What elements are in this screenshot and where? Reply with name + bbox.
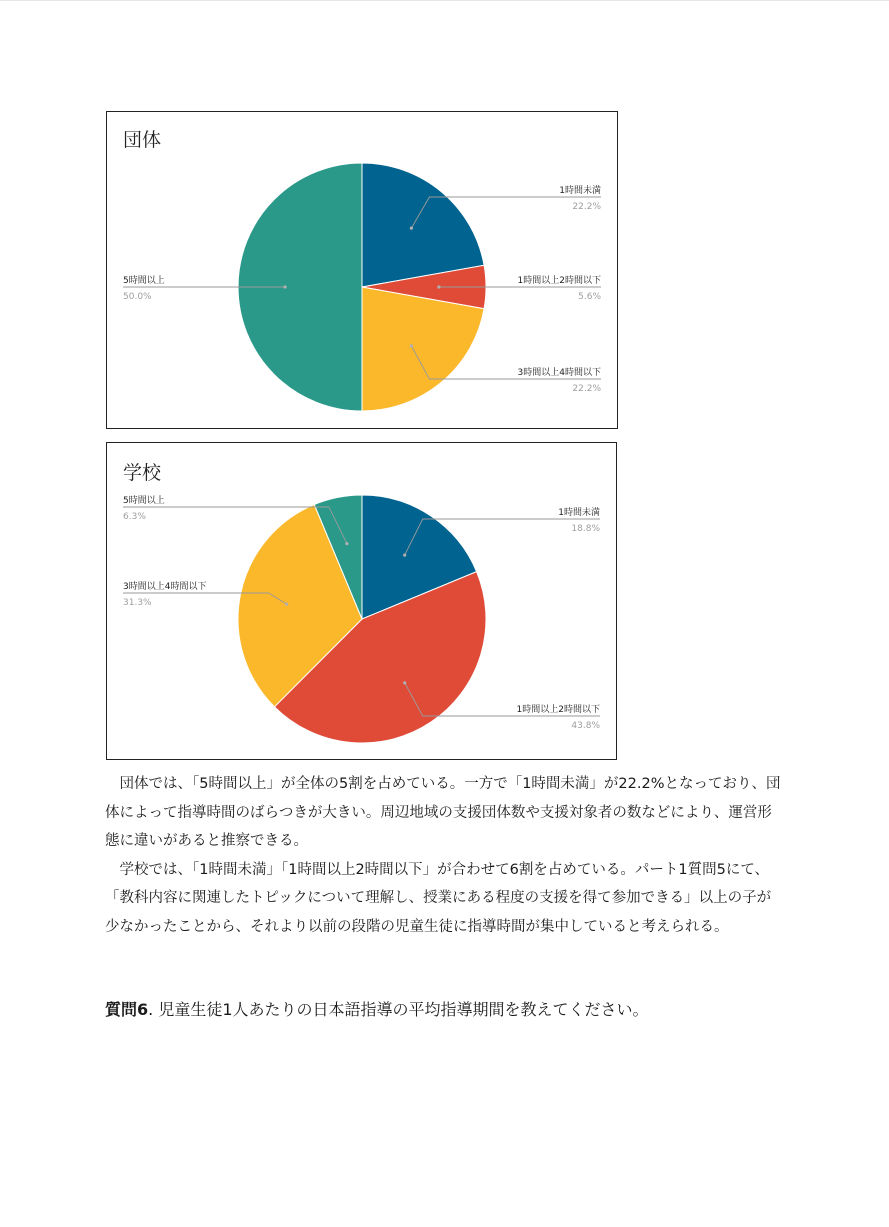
org-leader-dot-3 (284, 285, 287, 288)
school-slice-value-2: 31.3% (123, 598, 152, 608)
org-leader-dot-1 (437, 285, 440, 288)
org-slice-value-0: 22.2% (572, 202, 601, 212)
pie-chart-schools-svg (107, 443, 618, 761)
school-chart-title: 学校 (123, 462, 162, 484)
question-heading (105, 997, 805, 1023)
org-pie-slice-2 (362, 287, 484, 411)
org-slice-label-0: 1時間未満 (559, 186, 601, 196)
school-leader-dot-1 (403, 681, 406, 684)
question-number: 質問6 (105, 1000, 149, 1019)
analysis-text (105, 770, 785, 941)
pie-chart-schools (106, 442, 617, 760)
org-slice-label-2: 3時間以上4時間以下 (517, 368, 601, 378)
analysis-paragraph-schools: 学校では、「1時間未満」「1時間以上2時間以下」が合わせて6割を占めている。パート1質問5にて、「教科内容に関連したトピックについて理解し、授業にある程度の支援を得て参加できる」以上の子が少なかったことから、それより以前の段階の児童生徒に指導時間が集中していると考えられる。 (105, 861, 772, 935)
org-slice-label-1: 1時間以上2時間以下 (517, 276, 601, 286)
analysis-paragraph-organizations: 団体では、「5時間以上」が全体の5割を占めている。一方で「1時間未満」が22.2%となっており、団体によって指導時間のばらつきが大きい。周辺地域の支援団体数や支援対象者の数などにより、運営形態に違いがあると推察できる。 (105, 776, 781, 849)
school-slice-label-3: 5時間以上 (123, 496, 165, 506)
org-chart-title: 団体 (123, 129, 162, 151)
org-slice-value-1: 5.6% (578, 292, 601, 302)
school-leader-dot-0 (403, 554, 406, 557)
school-leader-dot-2 (285, 603, 288, 606)
page-top-rule (0, 0, 889, 1)
school-slice-label-1: 1時間以上2時間以下 (516, 705, 600, 715)
school-slice-value-0: 18.8% (571, 524, 600, 534)
school-slice-label-0: 1時間未満 (558, 508, 600, 518)
org-slice-value-2: 22.2% (572, 384, 601, 394)
org-slice-label-3: 5時間以上 (123, 276, 165, 286)
school-slice-label-2: 3時間以上4時間以下 (123, 582, 207, 592)
question-text: . 児童生徒1人あたりの日本語指導の平均指導期間を教えてください。 (148, 1000, 649, 1019)
school-slice-value-3: 6.3% (123, 512, 146, 522)
org-slice-value-3: 50.0% (123, 292, 152, 302)
pie-chart-organizations (106, 111, 618, 429)
school-slice-value-1: 43.8% (571, 721, 600, 731)
org-leader-dot-0 (410, 227, 413, 230)
school-leader-dot-3 (345, 542, 348, 545)
org-leader-dot-2 (410, 344, 413, 347)
pie-chart-organizations-svg (107, 112, 619, 430)
